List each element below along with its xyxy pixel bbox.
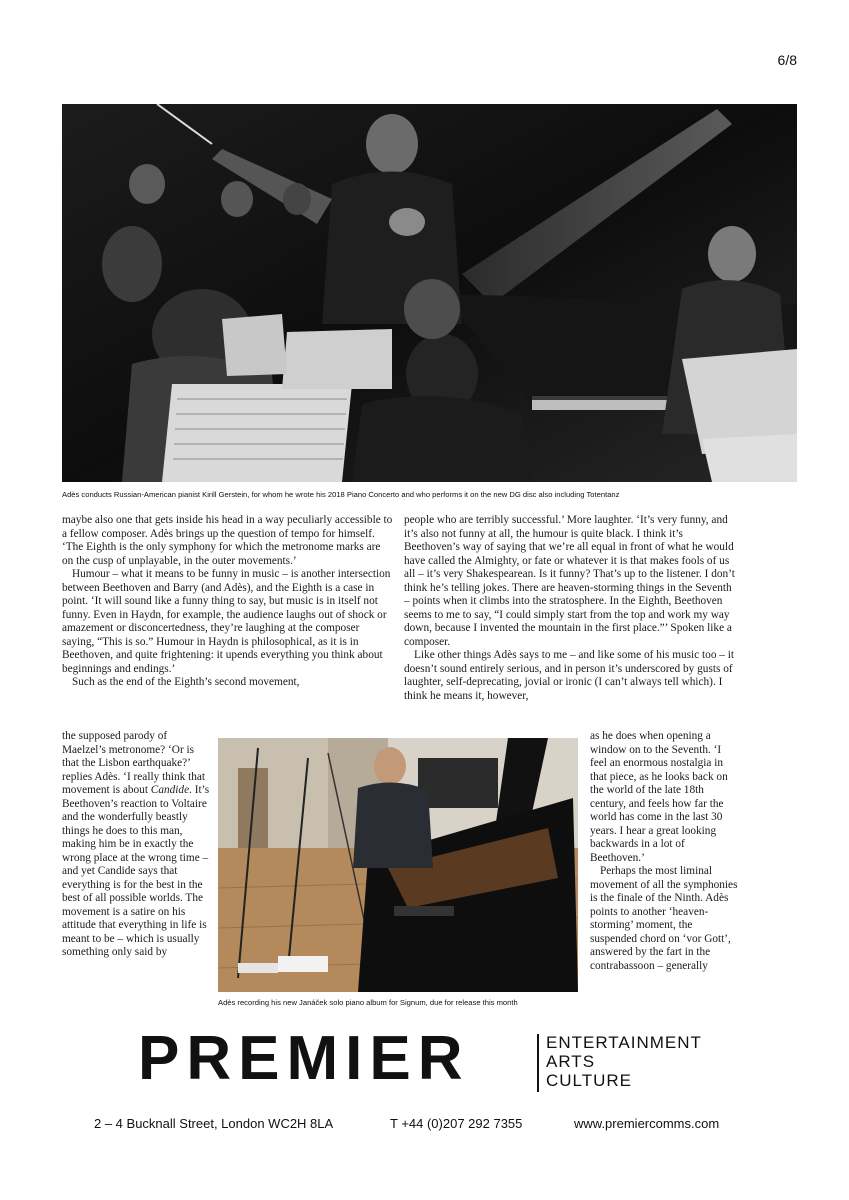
- premier-logo: PREMIER: [138, 1024, 470, 1093]
- logo-subtitle: [546, 1033, 702, 1090]
- article-paragraph: Humour – what it means to be funny in music – is another intersection between Beethoven and Barry (and Adès), and the Eighth is a case in point. ‘It will sound like a funny thing to say, but music is in itself not funny. Even in Haydn, for example, the audience laughs out of shock or amazement or disconcertedness, they’re laughing at the composer saying, “This is so.” Humour in Haydn is philosophical, as it is in Beethoven, and quite frightening: it upends everything you think about beginnings and endings.’: [62, 568, 391, 675]
- article-paragraph: Perhaps the most liminal movement of all the symphonies is the finale of the Ninth. Adès points to another ‘heaven-storming’ moment, the suspended chord on ‘vor Gott’, answered by the fart in the contrabassoon – generally: [590, 865, 738, 972]
- logo-subtitle-line: CULTURE: [546, 1071, 633, 1090]
- photo-recording-session: [218, 738, 578, 992]
- article-text: the supposed parody of Maelzel’s metronome? ‘Or is that the Lisbon earthquake?’ replies Adès. ‘I really think that movement is about: [62, 730, 206, 796]
- photo-conductor-pianist-image: [62, 104, 797, 482]
- footer-website[interactable]: www.premiercomms.com: [574, 1116, 720, 1131]
- logo-subtitle-line: ARTS: [546, 1052, 596, 1071]
- article-paragraph: maybe also one that gets inside his head in a way peculiarly accessible to a fellow composer. Adès brings up the question of tempo for himself. ‘The Eighth is the only symphony for which the metronome marks are on the cusp of unplayable, in the outer movements.’: [62, 514, 393, 567]
- photo-caption-top: Adès conducts Russian-American pianist Kirill Gerstein, for whom he wrote his 2018 Piano Concerto and who performs it on the new DG disc also including Totentanz: [62, 490, 620, 499]
- logo-subtitle-line: ENTERTAINMENT: [546, 1033, 702, 1052]
- article-column-1: [62, 514, 394, 690]
- article-paragraph: as he does when opening a window on to the Seventh. ‘I feel an enormous nostalgia in that piece, as he looks back on the world of the late 18th century, and feels how far the world has come in the last 30 years. I hear a great looking backwards in a lot of Beethoven.’: [590, 730, 728, 864]
- article-column-2-wrap: [590, 730, 740, 973]
- article-paragraph: Like other things Adès says to me – and like some of his music too – it doesn’t sound entirely serious, and in person it’s underscored by gusts of laughter, self-deprecating, jovial or ironic (I can’t always tell which). I think he means it, however,: [404, 649, 735, 702]
- article-text: . It’s Beethoven’s reaction to Voltaire and the wonderfully beastly things he does to this man, making him be in exactly the wrong place at the wrong time – and yet Candide says that everything is for the best in the best of all possible worlds. The movement is a satire on his attitude that everything in life is meant to be – which is usually something only said by: [62, 784, 210, 958]
- article-paragraph: people who are terribly successful.’ More laughter. ‘It’s very funny, and it’s also not funny at all, the humour is quite black. I think it’s Beethoven’s way of saying that we’re all equal in front of what he would have called the Almighty, or fate or whatever it is that makes fools of us all – it’s very Shakespearean. Is it funny? That’s up to the listener. I don’t think he’s telling jokes. There are heaven-storming things in the Seventh – points when it climbs into the stratosphere. In the Eighth, Beethoven seems to me to say, “I could simply start from the top and work my way down, because I invented the mountain in the first place.”’ Spoken like a composer.: [404, 514, 735, 648]
- footer-phone: T +44 (0)207 292 7355: [390, 1116, 523, 1131]
- photo-conductor-pianist: [62, 104, 797, 482]
- page-number: 6/8: [777, 52, 797, 68]
- logo-divider: [537, 1034, 539, 1092]
- photo-caption-inset: Adès recording his new Janáček solo piano album for Signum, due for release this month: [218, 998, 518, 1007]
- article-emphasis: Candide: [150, 784, 190, 796]
- footer-address: 2 – 4 Bucknall Street, London WC2H 8LA: [94, 1116, 334, 1131]
- article-column-2: [404, 514, 738, 703]
- photo-recording-session-image: [218, 738, 578, 992]
- article-paragraph: Such as the end of the Eighth’s second movement,: [72, 676, 300, 688]
- article-column-1-wrap: [62, 730, 212, 960]
